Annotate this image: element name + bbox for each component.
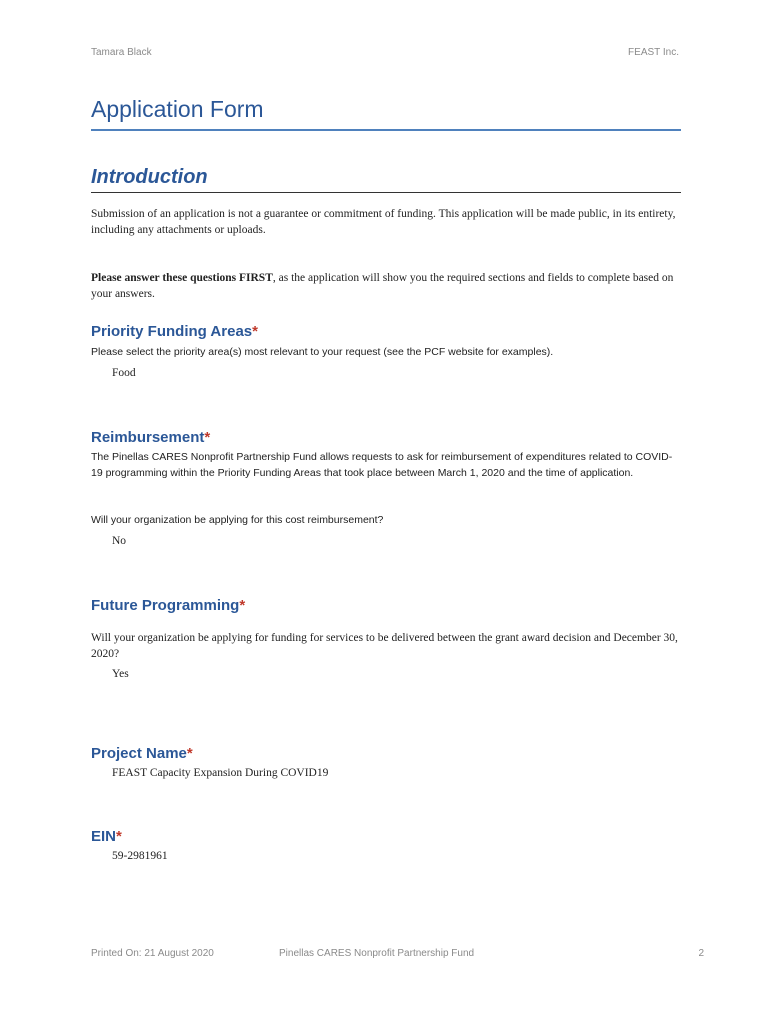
priority-heading [91,322,258,342]
required-mark: * [239,597,246,614]
ein-heading [91,827,122,847]
header-organization: FEAST Inc. [628,47,679,58]
required-mark: * [186,745,193,762]
priority-question: Please select the priority area(s) most relevant to your request (see the PCF website for examples). [91,346,554,358]
reimbursement-heading-text: Reimbursement [91,429,205,446]
required-mark: * [116,828,122,845]
reimbursement-answer: No [112,535,127,547]
required-mark: * [204,429,211,446]
instructions-emphasis: Please answer these questions FIRST [91,272,273,284]
project-name-heading [91,744,193,764]
future-answer: Yes [112,668,129,680]
priority-answer: Food [112,367,136,379]
future-heading-text: Future Programming [91,597,240,614]
instructions-text: , as the application will show you the required sections and fields to complete based on your answers. [91,272,674,300]
instructions-paragraph [91,270,681,302]
reimbursement-question: Will your organization be applying for this cost reimbursement? [91,514,384,526]
page-title: Application Form [91,94,681,131]
future-heading [91,596,245,616]
header-author: Tamara Black [91,47,152,58]
ein-answer: 59-2981961 [112,850,168,862]
footer-printed-date: Printed On: 21 August 2020 [91,948,214,959]
priority-heading-text: Priority Funding Areas [91,323,253,340]
project-name-answer: FEAST Capacity Expansion During COVID19 [112,767,329,779]
required-mark: * [252,323,258,340]
ein-heading-text: EIN [91,828,117,845]
footer-page-number: 2 [698,948,704,959]
project-name-heading-text: Project Name [91,745,187,762]
footer-fund-name: Pinellas CARES Nonprofit Partnership Fund [279,948,475,959]
reimbursement-description: The Pinellas CARES Nonprofit Partnership Fund allows requests to ask for reimbursement of expenditures related to COVID-19 programming within the Priority Funding Areas that took place between March 1, 2020 and the time of application. [91,451,673,479]
reimbursement-heading [91,428,210,448]
introduction-heading: Introduction [91,163,681,193]
introduction-paragraph: Submission of an application is not a guarantee or commitment of funding. This application will be made public, in its entirety, including any attachments or uploads. [91,208,676,236]
future-question: Will your organization be applying for funding for services to be delivered between the grant award decision and December 30, 2020? [91,632,678,660]
